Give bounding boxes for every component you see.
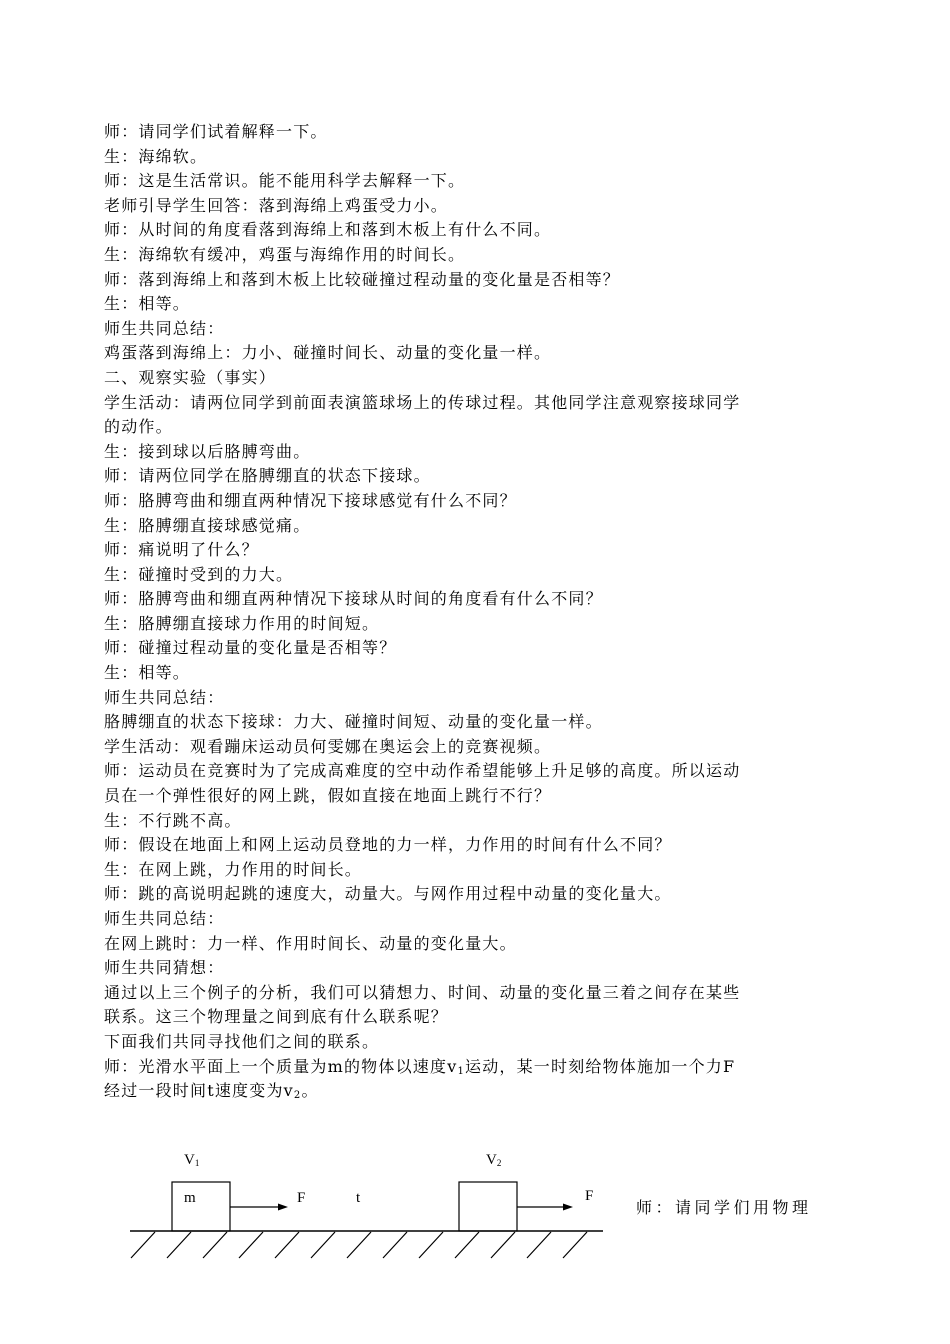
hatch-mark: [419, 1232, 443, 1258]
text-line: 师：请两位同学在胳膊绷直的状态下接球。: [104, 466, 431, 486]
force-arrow-2-head: [563, 1204, 573, 1211]
text-line: 胳膊绷直的状态下接球：力大、碰撞时间短、动量的变化量一样。: [104, 712, 603, 732]
text-line: 鸡蛋落到海绵上：力小、碰撞时间长、动量的变化量一样。: [104, 343, 552, 363]
text-fragment: 运动，某一时刻给物体施加一个力: [465, 1056, 724, 1076]
text-line: 学生活动：请两位同学到前面表演篮球场上的传球过程。其他同学注意观察接球同学: [104, 392, 741, 412]
hatch-mark: [311, 1232, 335, 1258]
subscript: 1: [457, 1065, 465, 1077]
text-line: 师：痛说明了什么？: [104, 540, 259, 560]
force-symbol: F: [723, 1056, 736, 1076]
text-line: 师生共同猜想：: [104, 958, 225, 978]
text-line: 师：假设在地面上和网上运动员登地的力一样，力作用的时间有什么不同？: [104, 835, 672, 855]
text-line: 的动作。: [104, 417, 173, 437]
force-arrow-1-head: [278, 1204, 288, 1211]
text-line: [104, 1055, 824, 1080]
text-line: 生：海绵软。: [104, 146, 208, 166]
text-line: 联系。这三个物理量之间到底有什么联系呢？: [104, 1007, 449, 1027]
text-line: 师：运动员在竞赛时为了完成高难度的空中动作希望能够上升足够的高度。所以运动: [104, 761, 741, 781]
time-label: t: [356, 1190, 361, 1206]
hatch-mark: [455, 1232, 479, 1258]
velocity-symbol: v: [447, 1056, 458, 1076]
block-2: [459, 1182, 517, 1231]
text-line: 生：不行跳不高。: [104, 810, 242, 830]
text-line: 通过以上三个例子的分析，我们可以猜想力、时间、动量的变化量三着之间存在某些: [104, 982, 741, 1002]
text-line: 师：胳膊弯曲和绷直两种情况下接球感觉有什么不同？: [104, 490, 517, 510]
ground-hatching: [131, 1232, 587, 1258]
text-line: 生：相等。: [104, 663, 191, 683]
text-line: 师：落到海绵上和落到木板上比较碰撞过程动量的变化量是否相等？: [104, 269, 621, 289]
text-line: 师：请同学们试着解释一下。: [104, 122, 328, 141]
text-line: 员在一个弹性很好的网上跳，假如直接在地面上跳行不行？: [104, 786, 552, 806]
text-line: 生：相等。: [104, 294, 191, 314]
hatch-mark: [275, 1232, 299, 1258]
section-heading: 二、观察实验（事实）: [104, 367, 277, 387]
hatch-mark: [167, 1232, 191, 1258]
hatch-mark: [239, 1232, 263, 1258]
hatch-mark: [383, 1232, 407, 1258]
mass-label: m: [184, 1190, 196, 1206]
hatch-mark: [347, 1232, 371, 1258]
text-line: 师生共同总结：: [104, 687, 225, 707]
text-line: 老师引导学生回答：落到海绵上鸡蛋受力小。: [104, 195, 449, 215]
hatch-mark: [563, 1232, 587, 1258]
hatch-mark: [203, 1232, 227, 1258]
text-line: [104, 1079, 824, 1104]
text-line: 师生共同总结：: [104, 318, 225, 338]
text-fragment: 。: [301, 1081, 319, 1101]
v2-label: $V_2$: [486, 1152, 502, 1168]
block-1: [172, 1182, 230, 1231]
text-fragment: 的物体以速度: [343, 1056, 448, 1076]
hatch-mark: [527, 1232, 551, 1258]
text-fragment: 经过一段时间: [104, 1081, 208, 1101]
text-line: 生：胳膊绷直接球力作用的时间短。: [104, 613, 380, 633]
text-line: 学生活动：观看蹦床运动员何雯娜在奥运会上的竞赛视频。: [104, 736, 552, 756]
text-line: 生：在网上跳，力作用的时间长。: [104, 859, 363, 879]
text-line: 生：海绵软有缓冲，鸡蛋与海绵作用的时间长。: [104, 244, 466, 264]
text-line: 师：这是生活常识。能不能用科学去解释一下。: [104, 171, 466, 191]
text-line: 师生共同总结：: [104, 909, 225, 928]
mass-symbol: m: [327, 1056, 344, 1076]
force-2-label: F: [585, 1188, 594, 1204]
side-text: 师：请同学们用物理: [636, 1198, 812, 1217]
text-line: 下面我们共同寻找他们之间的联系。: [104, 1031, 380, 1051]
text-fragment: 速度变为: [214, 1081, 284, 1101]
v1-label: $V_1$: [184, 1152, 200, 1168]
text-line: 生：胳膊绷直接球感觉痛。: [104, 515, 311, 535]
text-line: 生：接到球以后胳膊弯曲。: [104, 441, 311, 461]
velocity-symbol: v: [283, 1081, 294, 1101]
text-line: 师：从时间的角度看落到海绵上和落到木板上有什么不同。: [104, 220, 552, 240]
document-body: [104, 120, 824, 1104]
force-1-label: F: [297, 1190, 306, 1206]
text-line: 师：胳膊弯曲和绷直两种情况下接球从时间的角度看有什么不同？: [104, 589, 603, 609]
subscript: 2: [293, 1090, 302, 1102]
text-line: 师：碰撞过程动量的变化量是否相等？: [104, 638, 397, 658]
hatch-mark: [131, 1232, 155, 1258]
time-symbol: t: [207, 1081, 215, 1101]
text-line: 生：碰撞时受到的力大。: [104, 564, 294, 584]
text-fragment: 师：光滑水平面上一个质量为: [104, 1056, 328, 1076]
text-line: 在网上跳时：力一样、作用时间长、动量的变化量大。: [104, 933, 517, 953]
hatch-mark: [491, 1232, 515, 1258]
text-line: 师：跳的高说明起跳的速度大，动量大。与网作用过程中动量的变化量大。: [104, 884, 672, 904]
